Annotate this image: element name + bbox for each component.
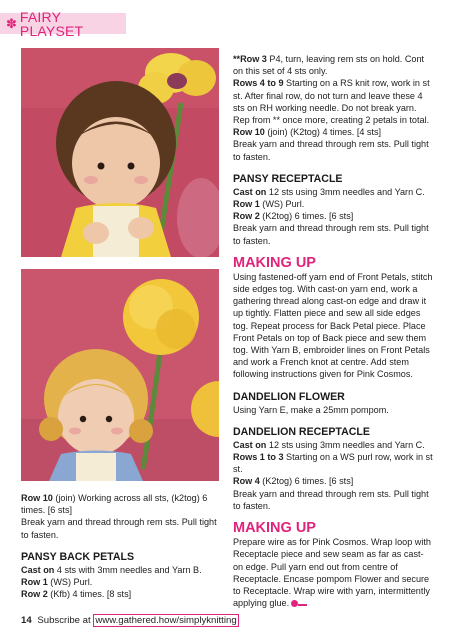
dandelion-receptacle-row4: Row 4 (K2tog) 6 times. [6 sts] xyxy=(233,476,354,487)
end-line-icon xyxy=(298,604,307,606)
end-mark-icon xyxy=(291,600,298,607)
heading-making-up-1: MAKING UP xyxy=(233,254,316,271)
section-header xyxy=(0,8,126,39)
right-repeat: Rep from ** once more, creating 2 petals in total. xyxy=(233,115,430,126)
left-row10-break: Break yarn and thread through rem sts. Pull tight to fasten. xyxy=(21,517,217,540)
pansy-receptacle-row2: Row 2 (K2tog) 6 times. [6 sts] xyxy=(233,211,354,222)
heading-making-up-2: MAKING UP xyxy=(233,520,316,537)
section-title: FAIRY PLAYSET xyxy=(19,8,84,39)
right-row3: **Row 3 P4, turn, leaving rem sts on hold. Cont on this set of 4 sts only. xyxy=(233,54,425,77)
dandelion-flower-text: Using Yarn E, make a 25mm pompom. xyxy=(233,404,389,415)
flower-star-icon: ✽ xyxy=(6,16,17,31)
right-text-column xyxy=(233,53,433,609)
pansy-back-row1: Row 1 (WS) Purl. xyxy=(21,577,93,588)
left-row10: Row 10 (join) Working across all sts, (k2tog) 6 times. [6 sts] xyxy=(21,493,208,516)
heading-pansy-back-petals: PANSY BACK PETALS xyxy=(21,550,135,563)
right-rows4to9: Rows 4 to 9 Starting on a RS knit row, work in st st. After final row, do not turn and leave these 4 sts on RH working needle. Do not break yarn. xyxy=(233,78,430,113)
pansy-back-cast-on: Cast on 4 sts with 3mm needles and Yarn B. xyxy=(21,564,202,575)
dandelion-receptacle-rows1to3: Rows 1 to 3 Starting on a WS purl row, work in st st. xyxy=(233,452,433,475)
subscribe-text: Subscribe at xyxy=(37,615,91,626)
right-row10-break: Break yarn and thread through rem sts. Pull tight to fasten. xyxy=(233,139,429,162)
page-number: 14 xyxy=(21,615,32,626)
pansy-receptacle-row1: Row 1 (WS) Purl. xyxy=(233,199,305,210)
making-up-2-text: Prepare wire as for Pink Cosmos. Wrap loop with Receptacle piece and sew seam as far as cast-on edge. Pull yarn end out from centre of Receptacle. Encase pompom Flower and secure to Receptacle. Wrap wire with yarn, intermittently applying glue. xyxy=(233,537,431,609)
making-up-1-text: Using fastened-off yarn end of Front Petals, stitch side edges tog. With cast-on yarn end, work a gathering thread along cast-on edge and draw it up tightly. Flatten piece and sew all side edges tog. Repeat process for Back Petal piece. Place Front Petals on top of Back piece and sew them tog. With Yarn B, embroider lines on Front Petals and work a French knot at centre. Add stem following instructions given for Pink Cosmos. xyxy=(233,271,433,380)
heading-dandelion-flower: DANDELION FLOWER xyxy=(233,390,345,403)
heading-pansy-receptacle: PANSY RECEPTACLE xyxy=(233,172,343,185)
right-row10: Row 10 (join) (K2tog) 4 times. [4 sts] xyxy=(233,127,382,138)
page-footer xyxy=(21,615,239,627)
photo-fairy-with-dandelion xyxy=(21,269,219,481)
dandelion-receptacle-break: Break yarn and thread through rem sts. Pull tight to fasten. xyxy=(233,488,429,511)
pansy-receptacle-break: Break yarn and thread through rem sts. Pull tight to fasten. xyxy=(233,223,429,246)
subscribe-link[interactable]: www.gathered.how/simplyknitting xyxy=(95,615,237,626)
left-text-column xyxy=(21,492,221,600)
pansy-receptacle-cast-on: Cast on 12 sts using 3mm needles and Yarn C. xyxy=(233,186,425,197)
heading-dandelion-receptacle: DANDELION RECEPTACLE xyxy=(233,425,370,438)
photo-fairy-with-pansy xyxy=(21,48,219,257)
pansy-back-row2: Row 2 (Kfb) 4 times. [8 sts] xyxy=(21,589,132,600)
dandelion-receptacle-cast-on: Cast on 12 sts using 3mm needles and Yarn C. xyxy=(233,439,425,450)
